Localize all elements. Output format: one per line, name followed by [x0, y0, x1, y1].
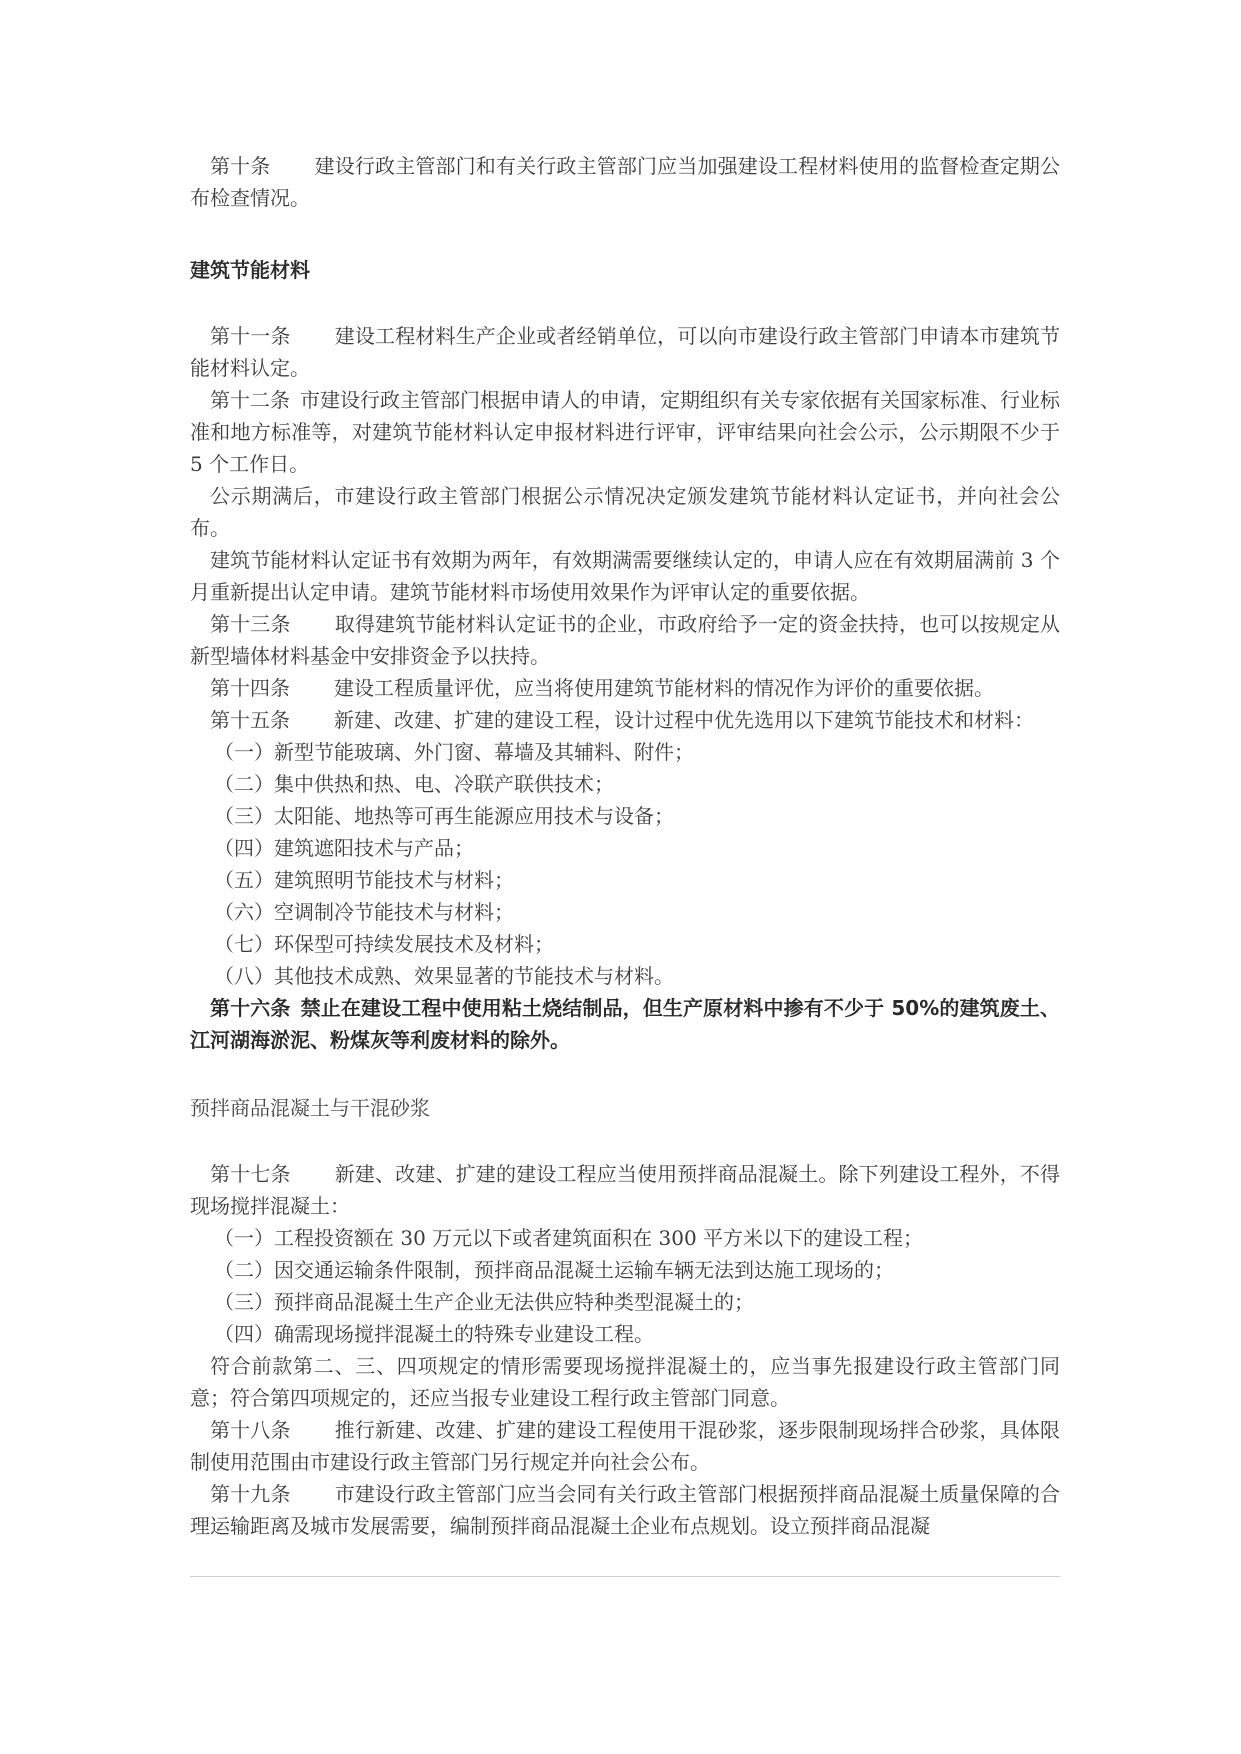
article-number: 第十三条 — [210, 612, 291, 636]
article-15-list — [190, 736, 1060, 992]
section-heading-energy-saving-materials: 建筑节能材料 — [190, 258, 310, 282]
list-item: （七）环保型可持续发展技术及材料； — [214, 932, 554, 956]
page-bottom-rule — [190, 1576, 1060, 1577]
article-text: 新建、改建、扩建的建设工程，设计过程中优先选用以下建筑节能技术和材料： — [334, 708, 1034, 732]
article-text: 建设工程材料生产企业或者经销单位，可以向市建设行政主管部门申请本市建筑节能材料认定。 — [190, 324, 1061, 380]
article-number: 第十五条 — [210, 708, 290, 732]
article-number: 第十条 — [210, 154, 271, 178]
list-item: （四）建筑遮阳技术与产品； — [214, 836, 474, 860]
article-13 — [190, 608, 1060, 672]
article-number: 第十八条 — [210, 1418, 291, 1442]
list-item: （四）确需现场搅拌混凝土的特殊专业建设工程。 — [214, 1322, 654, 1346]
article-12 — [190, 384, 1060, 480]
article-text: 新建、改建、扩建的建设工程应当使用预拌商品混凝土。除下列建设工程外，不得现场搅拌混凝土： — [190, 1162, 1061, 1218]
article-number: 第十六条 — [210, 996, 291, 1020]
list-item: （六）空调制冷节能技术与材料； — [214, 900, 514, 924]
paragraph-public-notice: 公示期满后，市建设行政主管部门根据公示情况决定颁发建筑节能材料认定证书，并向社会公布。 — [190, 484, 1060, 540]
list-item: （一）新型节能玻璃、外门窗、幕墙及其辅料、附件； — [214, 740, 694, 764]
article-text: 建设行政主管部门和有关行政主管部门应当加强建设工程材料使用的监督检查定期公布检查情况。 — [190, 154, 1061, 210]
list-item: （五）建筑照明节能技术与材料； — [214, 868, 514, 892]
article-number: 第十二条 — [210, 388, 290, 412]
article-text: 取得建筑节能材料认定证书的企业，市政府给予一定的资金扶持，也可以按规定从新型墙体材料基金中安排资金予以扶持。 — [190, 612, 1061, 668]
article-number: 第十四条 — [210, 676, 290, 700]
list-item: （二）集中供热和热、电、冷联产联供技术； — [214, 772, 614, 796]
paragraph-prior-approval: 符合前款第二、三、四项规定的情形需要现场搅拌混凝土的，应当事先报建设行政主管部门同意；符合第四项规定的，还应当报专业建设工程行政主管部门同意。 — [190, 1354, 1060, 1410]
article-10 — [190, 150, 1060, 214]
article-number: 第十九条 — [210, 1482, 291, 1506]
list-item: （一）工程投资额在 30 万元以下或者建筑面积在 300 平方米以下的建设工程； — [214, 1226, 924, 1250]
article-18 — [190, 1414, 1060, 1478]
document-body — [190, 150, 1060, 1542]
article-text: 禁止在建设工程中使用粘土烧结制品，但生产原材料中掺有不少于 50%的建筑废土、江河湖海淤泥、粉煤灰等利废材料的除外。 — [190, 996, 1061, 1052]
article-17-list — [190, 1222, 1060, 1350]
article-text: 建设工程质量评优，应当将使用建筑节能材料的情况作为评价的重要依据。 — [334, 676, 994, 700]
article-text: 市建设行政主管部门应当会同有关行政主管部门根据预拌商品混凝土质量保障的合理运输距离及城市发展需要，编制预拌商品混凝土企业布点规划。设立预拌商品混凝 — [190, 1482, 1061, 1538]
article-14 — [190, 672, 1060, 704]
list-item: （二）因交通运输条件限制，预拌商品混凝土运输车辆无法到达施工现场的； — [214, 1258, 894, 1282]
article-text: 推行新建、改建、扩建的建设工程使用干混砂浆，逐步限制现场拌合砂浆，具体限制使用范围由市建设行政主管部门另行规定并向社会公布。 — [190, 1418, 1061, 1474]
article-text: 市建设行政主管部门根据申请人的申请，定期组织有关专家依据有关国家标准、行业标准和地方标准等，对建筑节能材料认定申报材料进行评审，评审结果向社会公示，公示期限不少于 5 个工作日。 — [190, 388, 1060, 476]
paragraph-certificate-validity: 建筑节能材料认定证书有效期为两年，有效期满需要继续认定的，申请人应在有效期届满前 3 个月重新提出认定申请。建筑节能材料市场使用效果作为评审认定的重要依据。 — [190, 548, 1060, 604]
article-number: 第十一条 — [210, 324, 291, 348]
article-number: 第十七条 — [210, 1162, 291, 1186]
article-17 — [190, 1158, 1060, 1222]
list-item: （三）太阳能、地热等可再生能源应用技术与设备； — [214, 804, 674, 828]
article-11 — [190, 320, 1060, 384]
list-item: （八）其他技术成熟、效果显著的节能技术与材料。 — [214, 964, 674, 988]
section-heading-ready-mixed-concrete: 预拌商品混凝土与干混砂浆 — [190, 1096, 430, 1120]
article-15 — [190, 704, 1060, 736]
list-item: （三）预拌商品混凝土生产企业无法供应特种类型混凝土的； — [214, 1290, 754, 1314]
article-19 — [190, 1478, 1060, 1542]
article-16 — [190, 992, 1060, 1056]
